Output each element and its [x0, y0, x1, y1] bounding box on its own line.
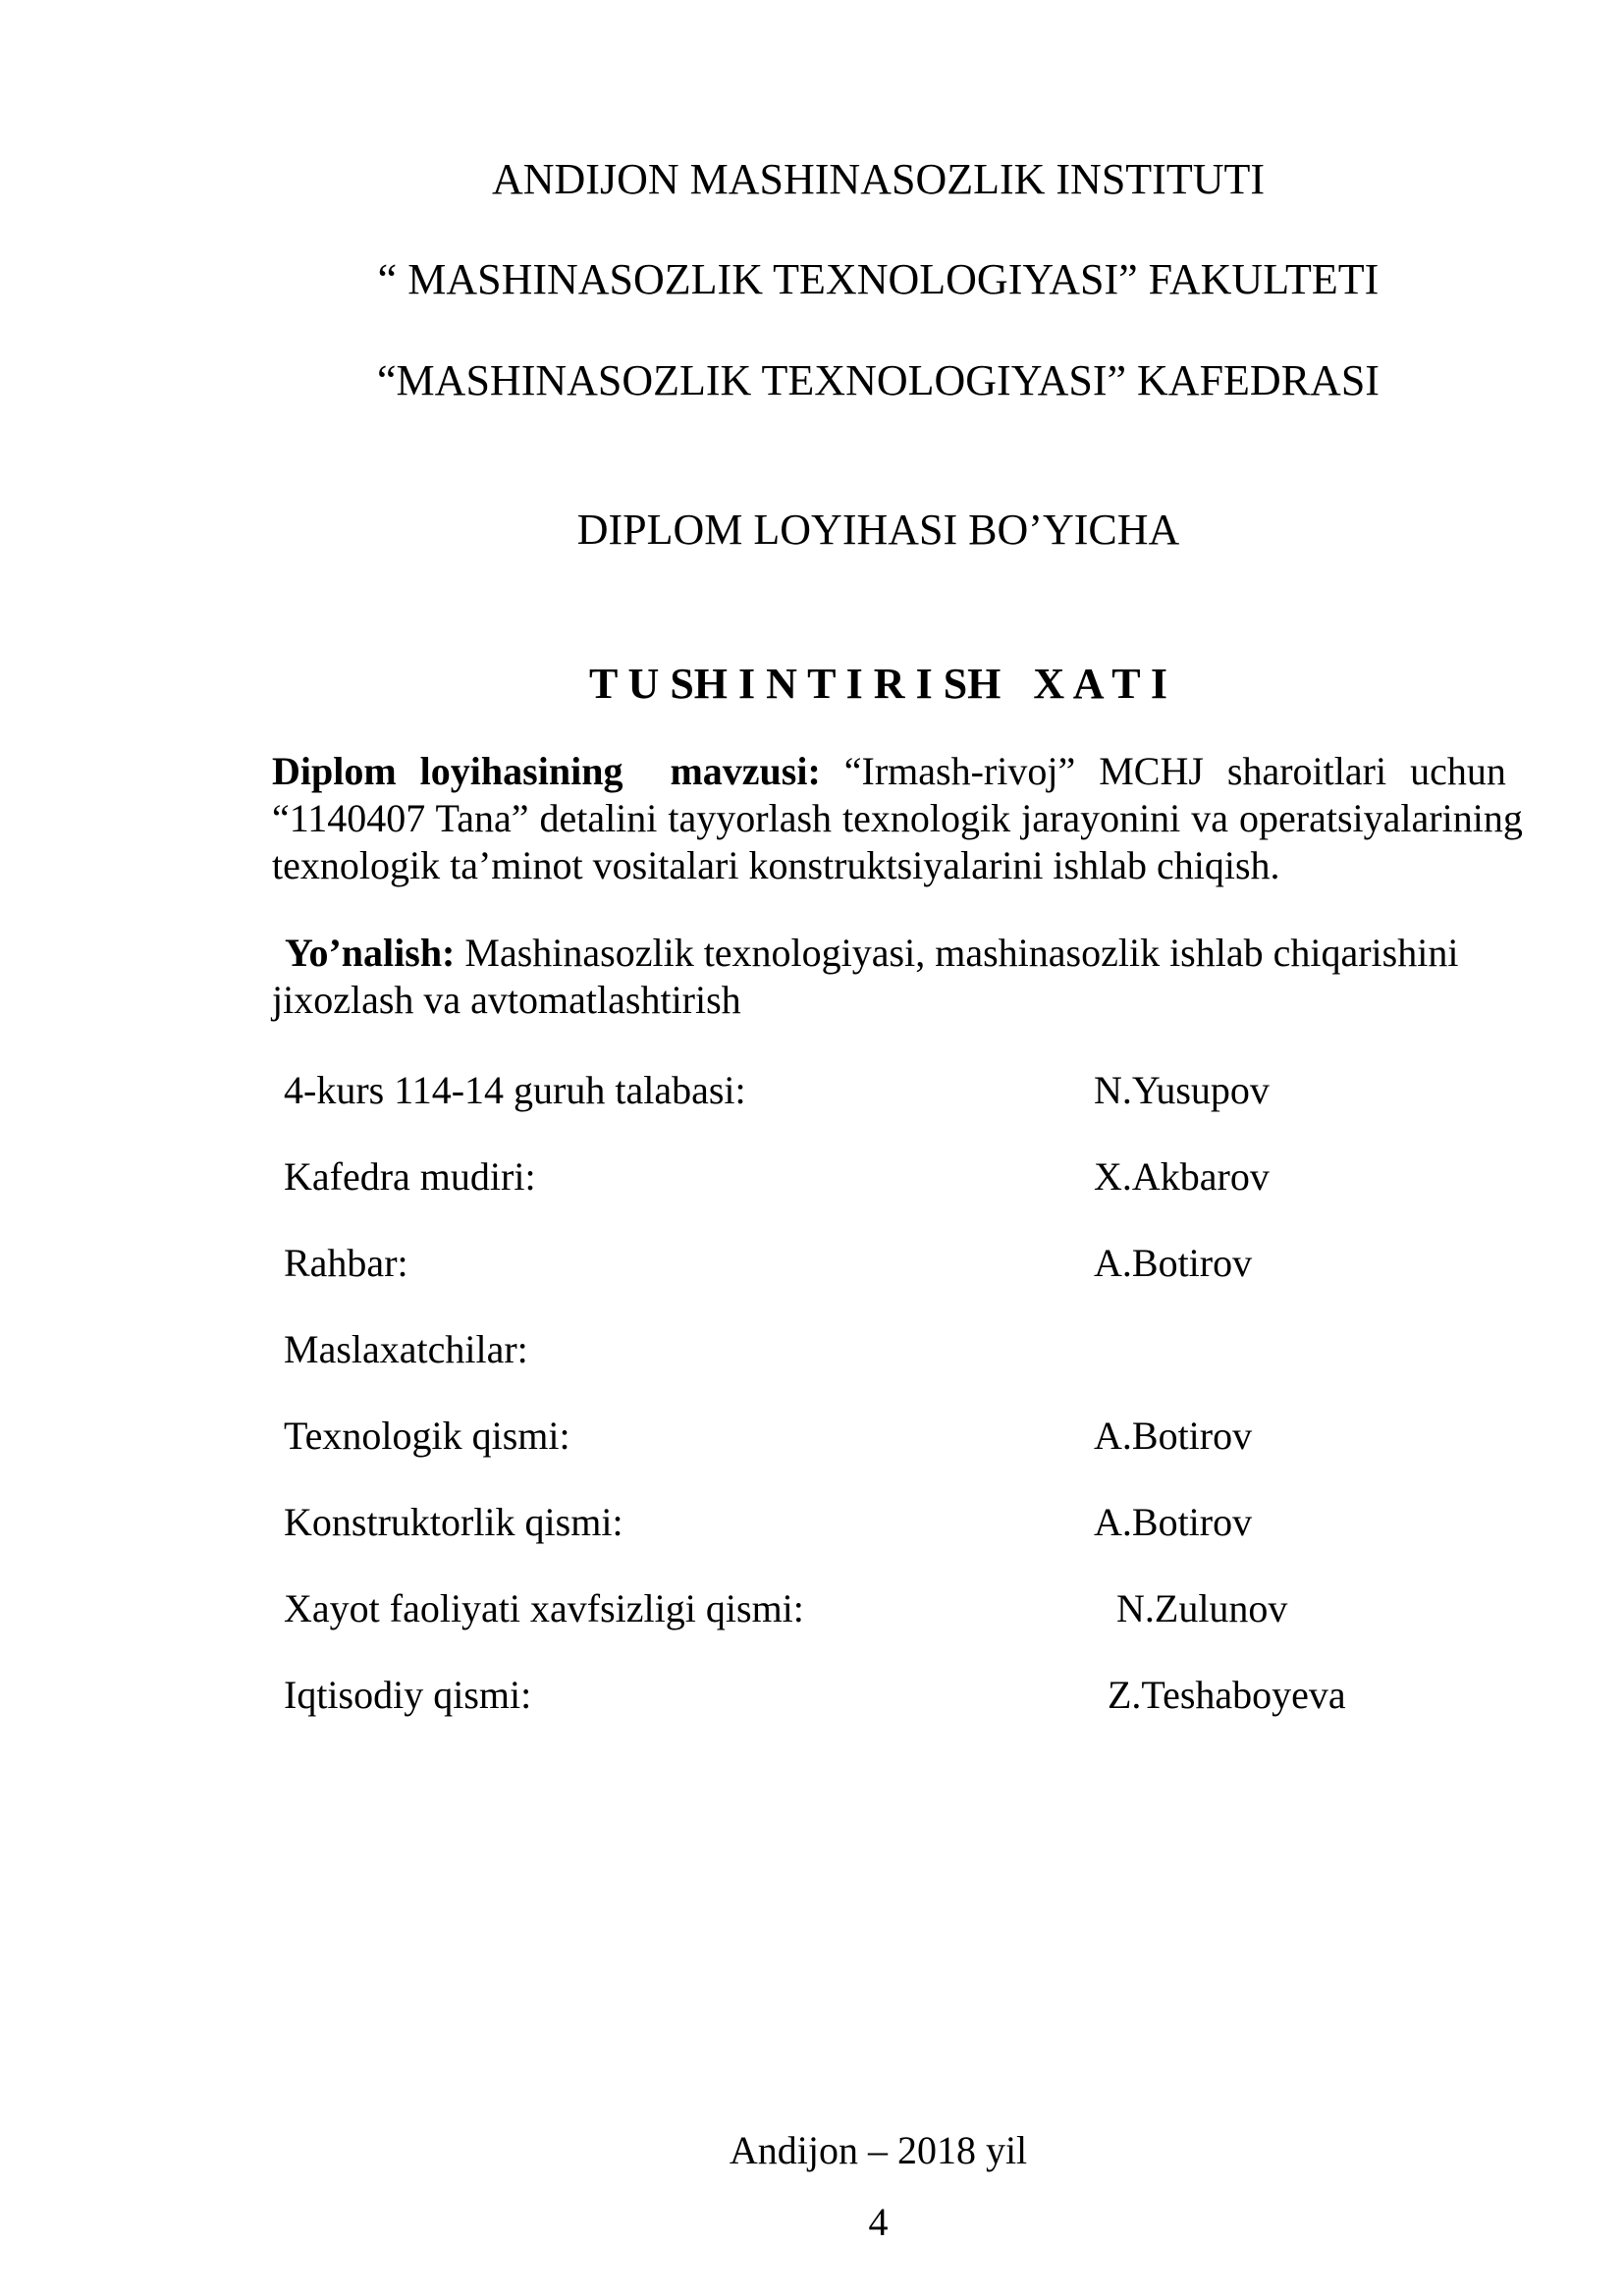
signatory-row-technological-part — [272, 1413, 1506, 1460]
signatory-label: 4-kurs 114-14 guruh talabasi: — [284, 1068, 746, 1112]
signatory-name: A.Botirov — [1094, 1414, 1253, 1458]
signatory-name: N.Yusupov — [1094, 1068, 1270, 1112]
signatory-label: Maslaxatchilar: — [284, 1327, 528, 1371]
signatory-label: Texnologik qismi: — [284, 1414, 570, 1458]
topic-lead-label: Diplom loyihasining mavzusi: — [272, 749, 821, 793]
signatory-row-life-safety-part — [272, 1585, 1506, 1632]
signatory-name: N.Zulunov — [1116, 1586, 1288, 1630]
direction-line-2: jixozlash va avtomatlashtirish — [272, 978, 741, 1022]
topic-line-1-text: “Irmash-rivoj” MCHJ sharoitlari uchun — [843, 749, 1506, 793]
document-subtitle: DIPLOM LOYIHASI BO’YICHA — [576, 506, 1180, 554]
signatory-label: Iqtisodiy qismi: — [284, 1673, 532, 1717]
direction-line-1 — [285, 930, 1506, 977]
signatory-label: Konstruktorlik qismi: — [284, 1500, 623, 1544]
document-title: T U SH I N T I R I SH X A T I — [589, 660, 1167, 708]
signatory-row-consultants — [272, 1326, 1506, 1373]
signatory-label: Xayot faoliyati xavfsizligi qismi: — [284, 1586, 804, 1630]
signatory-row-department-head — [272, 1153, 1506, 1201]
signatory-name: A.Botirov — [1094, 1500, 1253, 1544]
signatory-row-supervisor — [272, 1240, 1506, 1287]
faculty-header: “ MASHINASOZLIK TEXNOLOGIYASI” FAKULTETI — [377, 255, 1380, 303]
direction-paragraph — [272, 930, 1506, 1024]
direction-label: Yo’nalish: — [285, 931, 456, 975]
signatory-label: Rahbar: — [284, 1241, 408, 1285]
topic-line-3: texnologik ta’minot vositalari konstruktsiyalarini ishlab chiqish. — [272, 843, 1280, 887]
topic-line-2: “1140407 Tana” detalini tayyorlash texnologik jarayonini va operatsiyalarining — [272, 796, 1523, 840]
topic-paragraph — [272, 748, 1523, 889]
signatory-row-economic-part — [272, 1672, 1506, 1719]
signatory-row-student — [272, 1067, 1506, 1114]
institute-header: ANDIJON MASHINASOZLIK INSTITUTI — [491, 155, 1266, 203]
signatory-name: A.Botirov — [1094, 1241, 1253, 1285]
direction-line-1-text: Mashinasozlik texnologiyasi, mashinasozlik ishlab chiqarishini — [455, 931, 1459, 975]
signatory-label: Kafedra mudiri: — [284, 1154, 536, 1199]
page-number: 4 — [868, 2200, 889, 2244]
signatory-row-design-part — [272, 1499, 1506, 1546]
department-header: “MASHINASOZLIK TEXNOLOGIYASI” KAFEDRASI — [377, 356, 1380, 404]
footer-place-year: Andijon – 2018 yil — [729, 2128, 1028, 2172]
signatory-name: X.Akbarov — [1094, 1154, 1270, 1199]
topic-line-1 — [272, 748, 1506, 795]
signatory-name: Z.Teshaboyeva — [1108, 1673, 1346, 1717]
